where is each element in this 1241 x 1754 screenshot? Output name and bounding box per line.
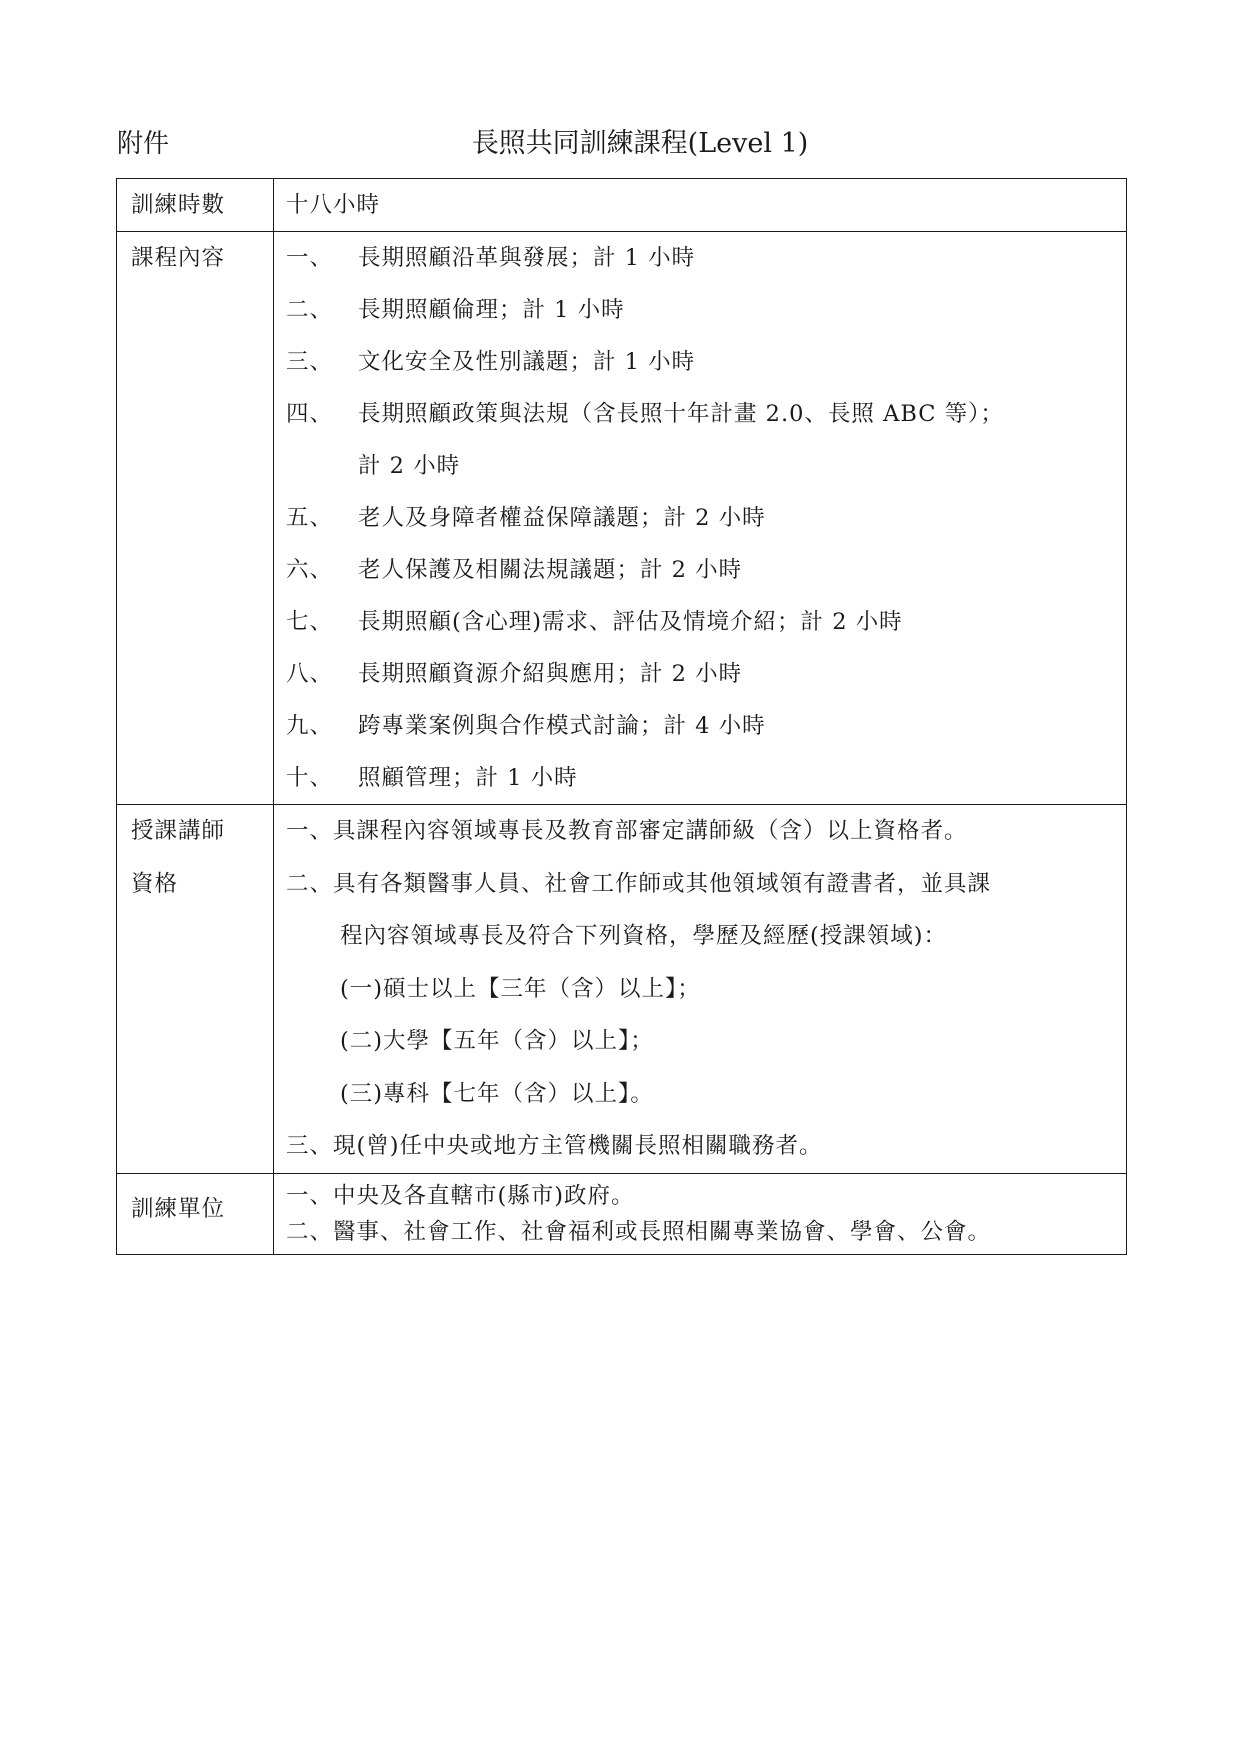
course-item-number: 六、 [286,557,334,583]
course-item-number: 一、 [286,245,334,271]
course-item-number: 五、 [286,505,334,531]
qualification-line: 二、具有各類醫事人員、社會工作師或其他領域領有證書者，並具課 [286,870,992,897]
course-content-label-cell [117,232,274,805]
course-item-number: 二、 [286,297,334,323]
course-item-number: 七、 [286,609,334,635]
training-hours-label: 訓練時數 [131,192,226,218]
course-item-text: 長期照顧政策與法規（含長照十年計畫 2.0、長照 ABC 等）； [358,401,1004,427]
course-item-text: 長期照顧資源介紹與應用；計 2 小時 [358,661,743,687]
course-item-number: 九、 [286,713,334,739]
course-item-number: 十、 [286,765,334,791]
qualification-sub-item: (二)大學【五年（含）以上】； [340,1028,654,1054]
training-unit-line: 二、醫事、社會工作、社會福利或長照相關專業協會、學會、公會。 [286,1218,992,1245]
course-item-continuation: 計 2 小時 [358,453,461,479]
course-item-text: 老人保護及相關法規議題；計 2 小時 [358,557,743,583]
course-item [286,336,1126,388]
course-item [286,544,1126,596]
course-item [286,284,1126,336]
attachment-label: 附件 [117,129,170,159]
course-item [286,752,1126,804]
course-item-text: 文化安全及性別議題；計 1 小時 [358,349,696,375]
instructor-qualification-label: 授課講師 [131,818,226,844]
course-item [286,232,1126,284]
course-item-text: 長期照顧沿革與發展；計 1 小時 [358,245,696,271]
course-item [286,700,1126,752]
course-item-text: 長期照顧倫理；計 1 小時 [358,297,625,323]
training-unit-label-cell [117,1173,274,1254]
instructor-qualification-label: 資格 [131,870,179,897]
course-item [286,596,1126,648]
qualification-sub-item: (一)碩士以上【三年（含）以上】； [340,975,701,1002]
course-item-text: 照顧管理；計 1 小時 [358,765,578,791]
training-hours-label-cell [117,179,274,232]
training-unit-line: 一、中央及各直轄市(縣市)政府。 [286,1182,635,1209]
course-item [286,492,1126,544]
course-item-number: 三、 [286,349,334,375]
course-item-text: 跨專業案例與合作模式討論；計 4 小時 [358,713,766,739]
course-item [286,388,1126,440]
course-item-text: 老人及身障者權益保障議題；計 2 小時 [358,505,766,531]
training-hours-row [117,179,1127,232]
course-item-number: 四、 [286,401,334,427]
course-item-number: 八、 [286,661,334,687]
qualification-line: 一、具課程內容領域專長及教育部審定講師級（含）以上資格者。 [286,818,968,844]
training-unit-label: 訓練單位 [131,1195,226,1222]
instructor-qualification-label-cell [117,805,274,1174]
training-unit-content [274,1173,1127,1254]
instructor-qualification-content [274,805,1127,1174]
training-unit-row [117,1173,1127,1254]
qualification-sub-item: (三)專科【七年（含）以上】。 [340,1080,654,1107]
qualification-line: 三、現(曾)任中央或地方主管機關長照相關職務者。 [286,1133,823,1159]
course-item [286,648,1126,700]
course-content-label: 課程內容 [131,245,226,271]
instructor-qualification-row [117,805,1127,1174]
course-content-list [274,232,1127,805]
course-table [116,178,1127,1255]
qualification-line: 程內容領域專長及符合下列資格，學歷及經歷(授課領域)： [340,923,948,949]
document-title: 長照共同訓練課程(Level 1) [471,128,809,159]
training-hours-value: 十八小時 [286,192,381,218]
training-hours-value-cell [274,179,1127,232]
course-item-text: 長期照顧(含心理)需求、評估及情境介紹；計 2 小時 [358,609,903,635]
course-content-row [117,232,1127,805]
